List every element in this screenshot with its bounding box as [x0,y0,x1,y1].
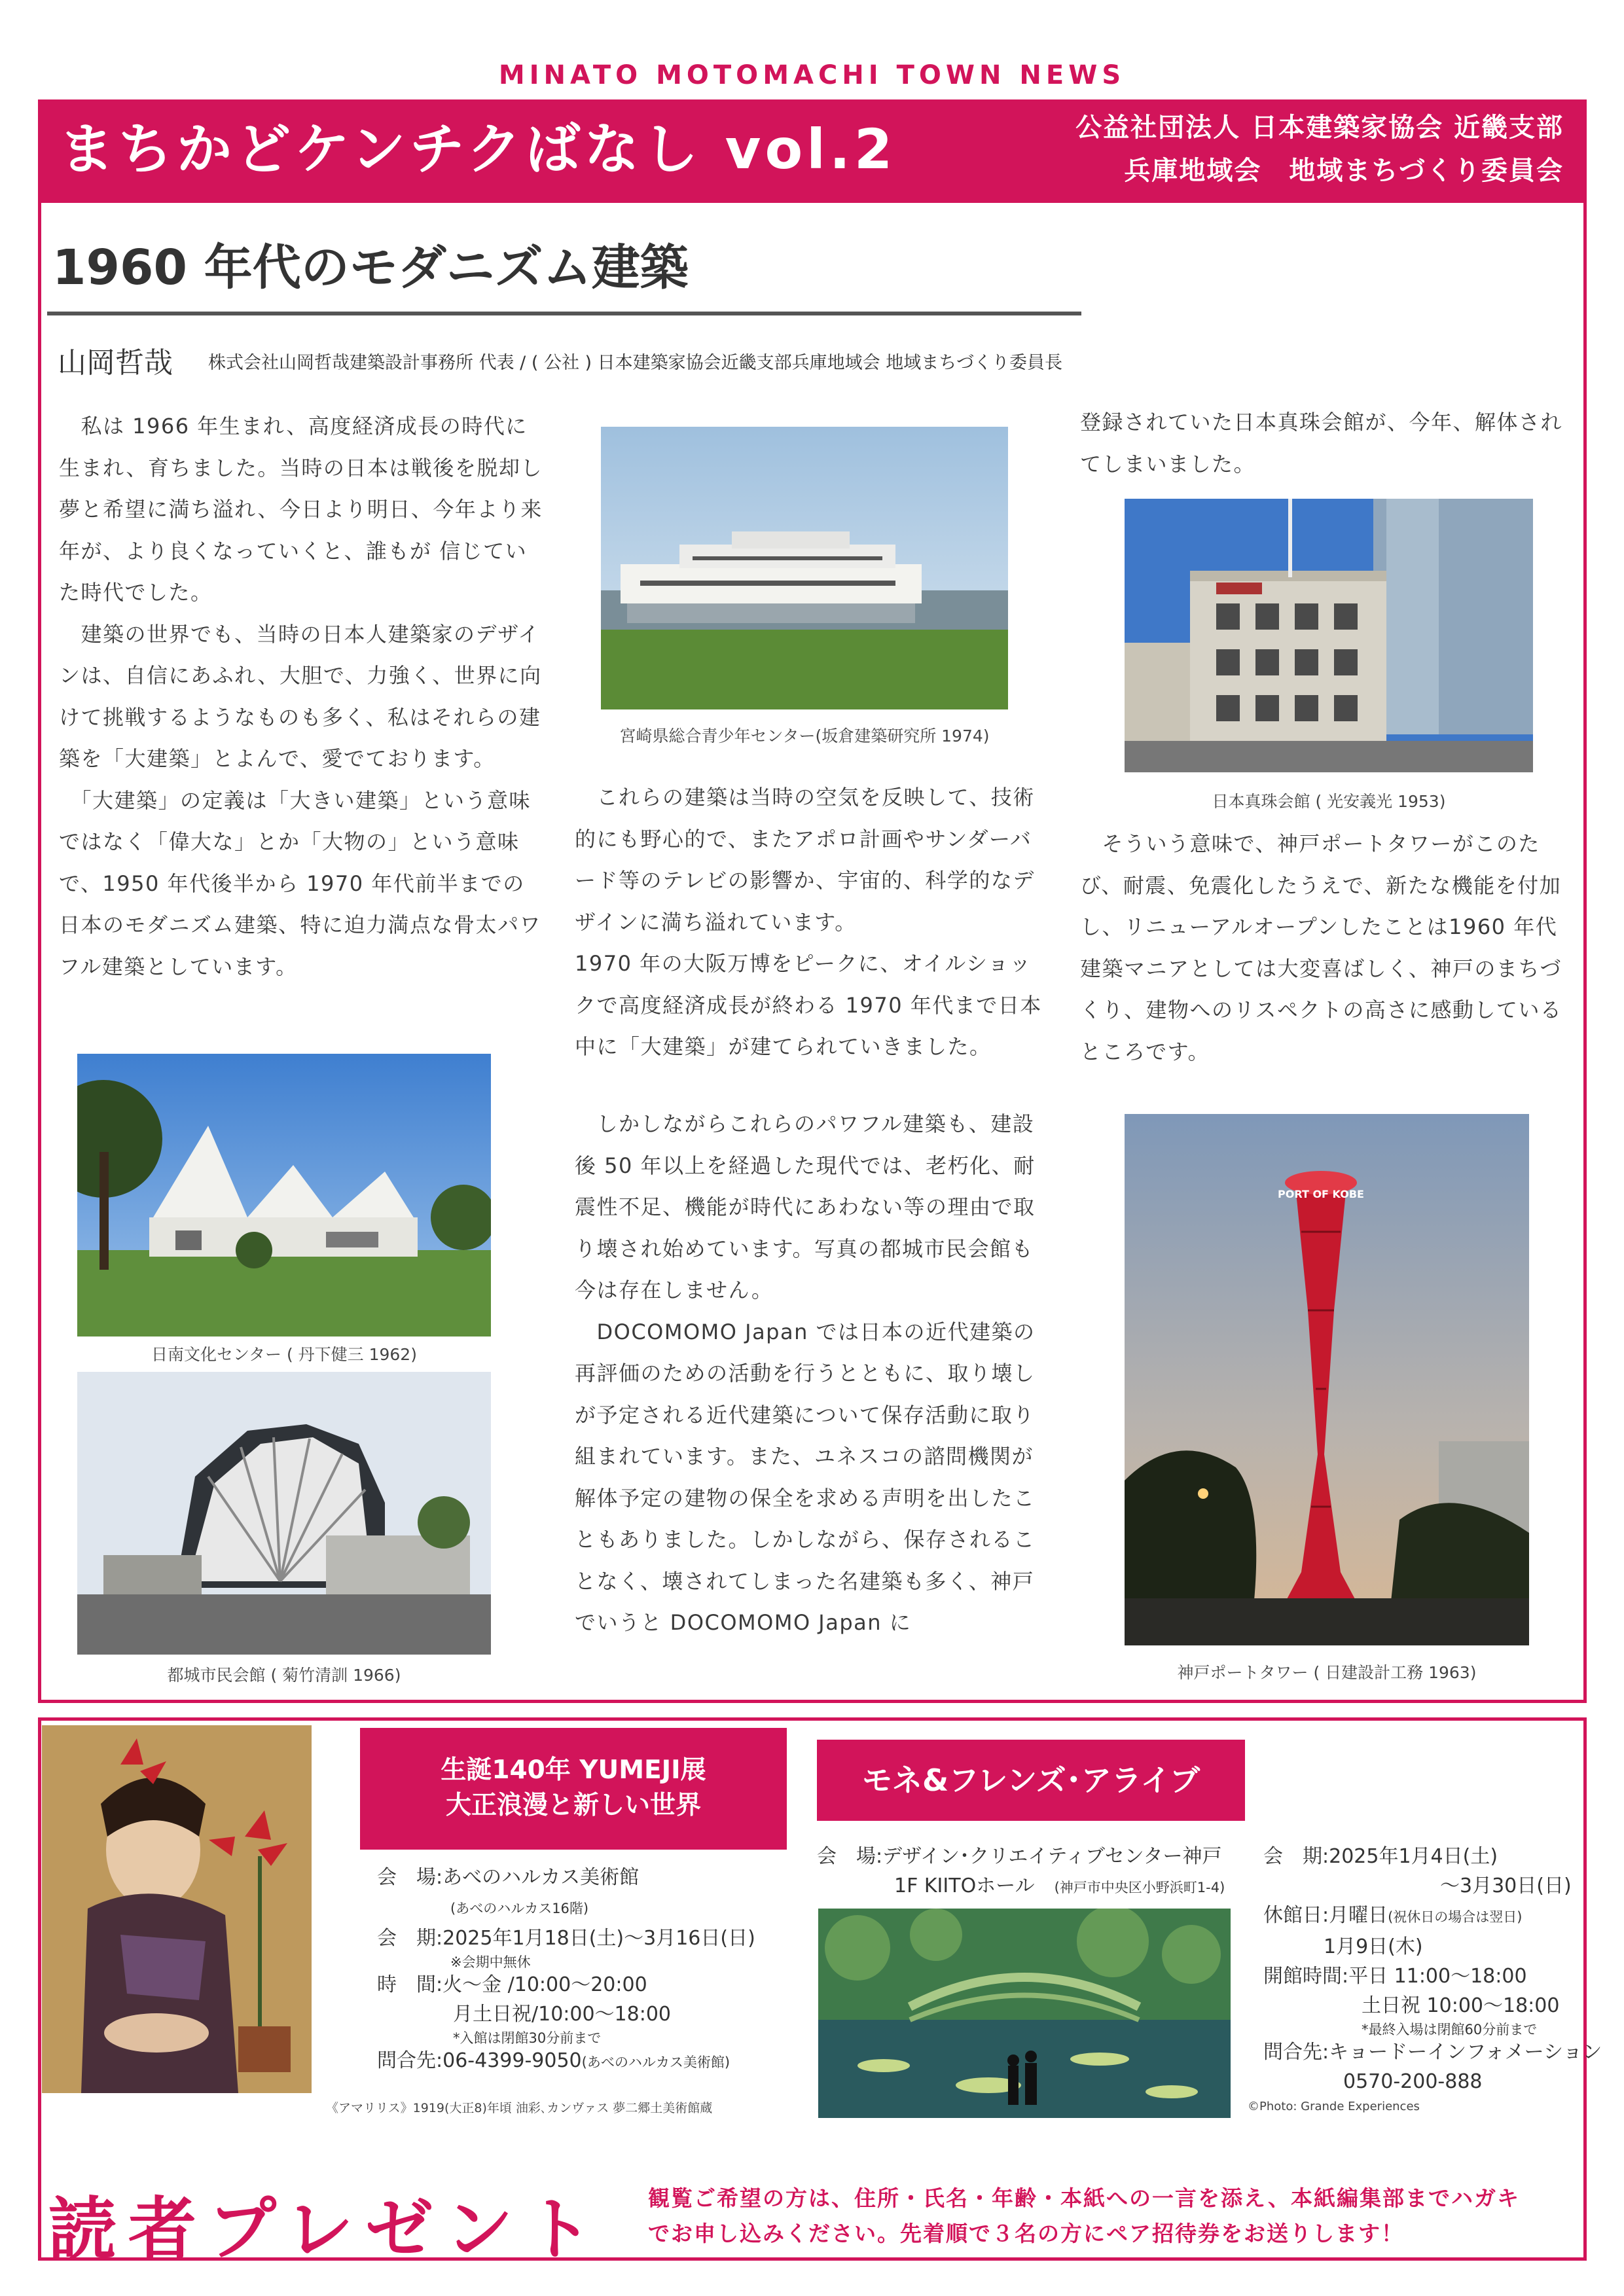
col3-paragraph-1: 登録されていた日本真珠会館が、今年、解体されてしまいました。 [1080,410,1563,476]
event2-contact-phone: 0570-200-888 [1343,2070,1483,2093]
photo-kobe-port-tower [1125,1114,1529,1645]
event1-hours-weekend: 月土日祝/10:00～18:00 [453,2003,672,2026]
event2-venue-hall: 1F KIITOホール [894,1874,1035,1897]
photo-miyazaki-youth-center [601,427,1008,709]
event2-contact: 問合先:キョードーインフォメーション [1263,2041,1602,2064]
event2-hours-weekend: 土日祝 10:00～18:00 [1362,1994,1560,2017]
event1-hours-weekday: 時 間:火～金 /10:00～20:00 [377,1973,647,1996]
col3-paragraph-2: そういう意味で、神戸ポートタワーがこのたび、耐震、免震化したうえで、新たな機能を付加し、リニューアルオープンしたことは1960 年代建築マニアとしては大変喜ばしく、神戸のまちづくり、建物へのリスペクトの高さに感動しているところです。 [1080,831,1562,1064]
event2-hours-weekday: 開館時間:平日 11:00～18:00 [1263,1965,1527,1988]
port-of-kobe-sign: PORT OF KOBE [1278,1188,1364,1200]
title-rule [47,312,1081,315]
col1-paragraph-1: 私は 1966 年生まれ、高度経済成長の時代に生まれ、育ちました。当時の日本は戦後を脱却し夢と希望に満ち溢れ、今日より明日、今年より来年が、より良くなっていくと、誰もが 信じていた時代でした。 [59,414,543,605]
event2-closed-extra: 1月9日(木) [1324,1935,1423,1958]
event1-contact-sub: (あべのハルカス美術館) [581,2054,731,2070]
org-line-1: 公益社団法人 日本建築家協会 近畿支部 [1075,113,1564,143]
event1-contact: 問合先:06-4399-9050 [377,2049,582,2072]
col2-paragraph-1: これらの建築は当時の空気を反映して、技術的にも野心的で、またアポロ計画やサンダーバード等のテレビの影響か、宇宙的、科学的なデザインに満ち溢れています。 [575,785,1035,935]
photo-monet-exhibition [818,1909,1231,2118]
photo-miyakonojo-civic-hall [77,1372,491,1655]
col2-paragraph-3: しかしながらこれらのパワフル建築も、建設後 50 年以上を経過した現代では、老朽化、耐震性不足、機能が時代にあわない等の理由で取り壊され始めています。写真の都城市民会館も今は存在しません。 [575,1111,1036,1302]
event2-hours-note: *最終入場は閉館60分前まで [1362,2022,1538,2037]
event2-venue-block [817,1842,1225,1903]
author-description: 株式会社山岡哲哉建築設計事務所 代表 / ( 公社 ) 日本建築家協会近畿支部兵庫地域会 地域まちづくり委員長 [208,353,1062,373]
event1-title-box [360,1728,787,1850]
event2-period: 会 期:2025年1月4日(土) [1263,1845,1498,1868]
event1-venue-floor: (あべのハルカス16階) [450,1901,589,1916]
author-name: 山岡哲哉 [58,346,173,380]
series-title: まちかどケンチクばなし vol.2 [59,117,897,181]
col1-paragraph-2: 建築の世界でも、当時の日本人建築家のデザインは、自信にあふれ、大胆で、力強く、世界に向けて挑戦するようなものも多く、私はそれらの建築を「大建築」とよんで、愛でております。 [59,621,542,771]
event2-title-box: モネ&フレンズ･アライブ [817,1740,1245,1821]
event2-closed: 休館日:月曜日 [1263,1904,1388,1927]
col2-paragraph-4: DOCOMOMO Japan では日本の近代建築の再評価のための活動を行うとともに、取り壊しが予定される近代建築について保存活動に取り組まれています。また、ユネスコの諮問機関が解体予定の建物の保全を求める声明を出したこともありました。しかしながら、保存されることなく、壊されてしまった名建築も多く、神戸でいうと DOCOMOMO Japan に [575,1319,1036,1635]
present-line-1: 観覧ご希望の方は、住所・氏名・年齢・本紙への一言を添え、本紙編集部までハガキ [648,2185,1520,2211]
column-3-part-1 [1080,402,1571,485]
event1-details [377,1863,755,2077]
painting-amaryllis [42,1725,312,2093]
photo-nichinan-culture-center [77,1054,491,1336]
present-line-2: でお申し込みください。先着順で３名の方にペア招待券をお送りします！ [648,2221,1404,2246]
painting-caption: 《アマリリス》1919(大正8)年頃 油彩､カンヴァス 夢二郷土美術館蔵 [326,2101,713,2115]
column-2-part-1 [575,777,1046,1068]
photo-japan-pearl-hall [1125,499,1533,772]
caption-miyazaki: 宮崎県総合青少年センター(坂倉建築研究所 1974) [619,726,990,745]
caption-port-tower: 神戸ポートタワー ( 日建設計工務 1963) [1177,1663,1477,1682]
event1-title-line-1: 生誕140年 YUMEJI展 [441,1755,706,1785]
event2-closed-note: (祝休日の場合は翌日) [1388,1909,1523,1925]
column-3-part-2 [1080,823,1571,1073]
caption-pearl-hall: 日本真珠会館 ( 光安義光 1953) [1212,792,1446,811]
event1-venue: 会 場:あべのハルカス美術館 [377,1866,640,1889]
column-2-part-2 [575,1103,1046,1644]
photo-credit: ©Photo: Grande Experiences [1248,2100,1420,2113]
event1-period-note: ※会期中無休 [450,1954,531,1970]
event2-venue-address: (神戸市中央区小野浜町1-4) [1054,1880,1225,1895]
caption-nichinan: 日南文化センター ( 丹下健三 1962) [151,1345,417,1364]
column-1 [59,406,543,988]
reader-present-text [648,2181,1520,2251]
col2-paragraph-2: 1970 年の大阪万博をピークに、オイルショックで高度経済成長が終わる 1970 年代まで日本中に「大建築」が建てられていきました。 [575,951,1042,1059]
article-title: 1960 年代のモダニズム建築 [52,240,689,296]
event1-period: 会 期:2025年1月18日(土)～3月16日(日) [377,1927,755,1950]
caption-miyakonojo: 都城市民会館 ( 菊竹清訓 1966) [167,1666,401,1685]
event1-title-line-2: 大正浪漫と新しい世界 [445,1791,701,1820]
event2-venue: 会 場:デザイン･クリエイティブセンター神戸 [817,1845,1222,1868]
masthead: MINATO MOTOMACHI TOWN NEWS [498,60,1126,90]
reader-present-title: 読者プレゼント [48,2189,605,2269]
org-line-2: 兵庫地域会 地域まちづくり委員会 [1124,156,1564,186]
event1-hours-note: *入館は閉館30分前まで [453,2030,602,2046]
event2-details [1263,1842,1602,2096]
col1-paragraph-3: 「大建築」の定義は「大きい建築」という意味ではなく「偉大な」とか「大物の」という意味で、1950 年代後半から 1970 年代前半までの日本のモダニズム建築、特に迫力満点な骨太パワフル建築としています。 [59,787,542,979]
event2-period-end: ～3月30日(日) [1440,1874,1572,1897]
